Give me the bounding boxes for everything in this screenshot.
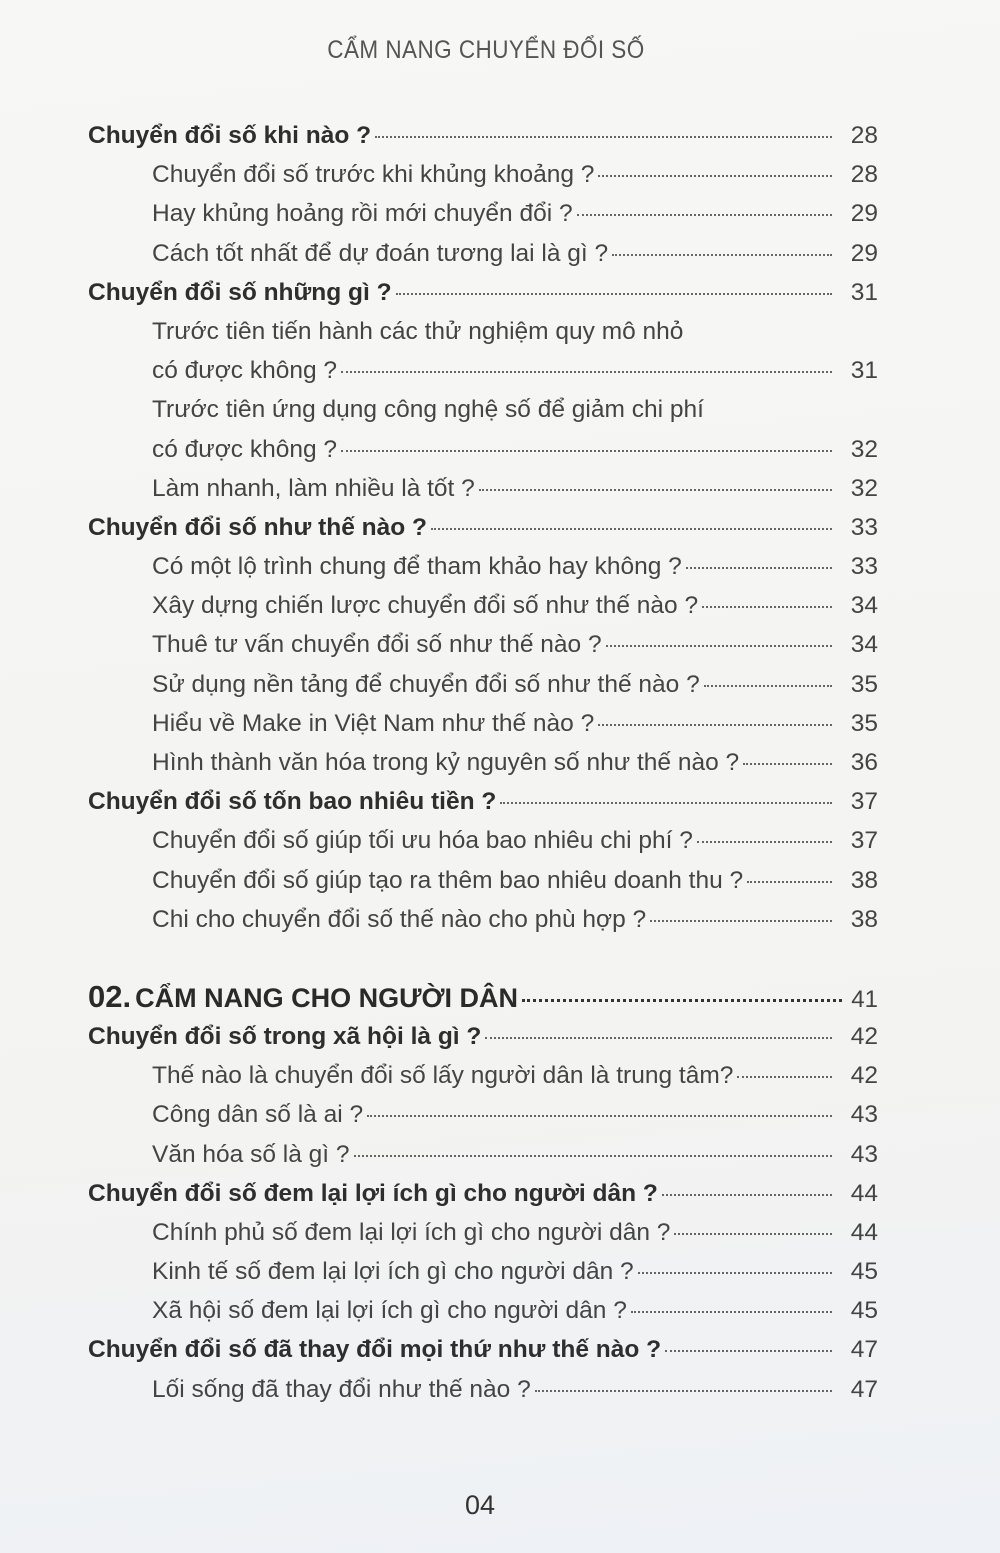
entry-title: Hiểu về Make in Việt Nam như thế nào ? <box>152 709 595 737</box>
entry-title: Hay khủng hoảng rồi mới chuyển đổi ? <box>152 200 573 228</box>
toc-entry <box>88 1062 878 1101</box>
dot-leader <box>697 841 832 843</box>
entry-page-number: 36 <box>850 749 878 776</box>
toc-entry <box>88 671 878 710</box>
entry-page-number: 44 <box>850 1179 878 1207</box>
entry-title: Chi cho chuyển đổi số thế nào cho phù hợp ? <box>152 905 647 933</box>
dot-leader <box>375 136 832 138</box>
entry-page-number: 32 <box>850 474 878 502</box>
entry-title: Cách tốt nhất để dự đoán tương lai là gì ? <box>152 239 609 267</box>
entry-title: Làm nhanh, làm nhiều là tốt ? <box>152 474 475 502</box>
entry-page-number: 31 <box>850 357 878 385</box>
entry-title: Hình thành văn hóa trong kỷ nguyên số như thế nào ? <box>152 749 740 776</box>
dot-leader <box>612 254 832 256</box>
entry-title: Kinh tế số đem lại lợi ích gì cho người dân ? <box>152 1258 634 1286</box>
entry-title: Sử dụng nền tảng để chuyển đổi số như thế nào ? <box>152 670 700 698</box>
dot-leader <box>598 724 832 726</box>
toc-heading <box>88 788 878 827</box>
dot-leader <box>665 1350 832 1352</box>
entry-page-number: 28 <box>850 122 878 149</box>
entry-page-number: 45 <box>850 1297 878 1325</box>
toc-entry <box>88 318 878 357</box>
entry-title: Có một lộ trình chung để tham khảo hay không ? <box>152 553 682 581</box>
entry-page-number: 31 <box>850 278 878 306</box>
dot-leader <box>674 1233 832 1235</box>
toc-entry <box>88 396 878 435</box>
entry-title: Chuyển đổi số giúp tối ưu hóa bao nhiêu chi phí ? <box>152 827 693 855</box>
dot-leader <box>638 1272 832 1274</box>
toc-entry <box>88 1101 878 1140</box>
toc-heading <box>88 279 878 318</box>
toc-entry <box>88 1376 878 1415</box>
entry-title: CẨM NANG CHO NGƯỜI DÂN <box>135 982 519 1013</box>
entry-title: Trước tiên ứng dụng công nghệ số để giảm chi phí <box>152 396 704 424</box>
entry-title: Lối sống đã thay đổi như thế nào ? <box>152 1375 531 1403</box>
entry-page-number: 47 <box>850 1336 878 1364</box>
dot-leader <box>606 645 832 647</box>
toc-entry <box>88 357 878 396</box>
entry-title: Chuyển đổi số như thế nào ? <box>88 513 427 541</box>
toc-entry <box>88 867 878 906</box>
dot-leader <box>341 450 832 452</box>
running-head: CẨM NANG CHUYỂN ĐỔI SỐ <box>327 36 645 64</box>
dot-leader <box>631 1311 832 1313</box>
toc-entry <box>88 1219 878 1258</box>
entry-title: Thế nào là chuyển đổi số lấy người dân là trung tâm? <box>152 1062 734 1090</box>
entry-page-number: 45 <box>850 1258 878 1286</box>
dot-leader <box>535 1390 832 1392</box>
toc-entry <box>88 436 878 475</box>
dot-leader <box>702 606 832 608</box>
entry-title: có được không ? <box>152 435 338 463</box>
dot-leader <box>737 1076 832 1078</box>
dot-leader <box>500 802 832 804</box>
entry-page-number: 42 <box>850 1022 878 1050</box>
dot-leader <box>743 763 832 765</box>
dot-leader <box>341 371 832 373</box>
dot-leader <box>598 175 832 177</box>
entry-page-number: 34 <box>850 631 878 659</box>
entry-page-number: 37 <box>850 788 878 816</box>
dot-leader <box>522 999 842 1002</box>
dot-leader <box>662 1194 832 1196</box>
entry-page-number: 35 <box>850 709 878 737</box>
toc-entry <box>88 827 878 866</box>
entry-page-number: 32 <box>850 435 878 463</box>
toc-heading <box>88 1336 878 1375</box>
toc-section <box>88 979 878 1023</box>
toc-entry <box>88 1141 878 1180</box>
entry-page-number: 28 <box>850 161 878 189</box>
toc-heading <box>88 122 878 161</box>
dot-leader <box>396 293 832 295</box>
toc-heading <box>88 514 878 553</box>
toc-entry <box>88 475 878 514</box>
entry-page-number: 38 <box>850 905 878 933</box>
dot-leader <box>704 685 832 687</box>
entry-title: Chính phủ số đem lại lợi ích gì cho người dân ? <box>152 1218 671 1246</box>
dot-leader <box>747 881 832 883</box>
dot-leader <box>479 489 832 491</box>
toc-entry <box>88 553 878 592</box>
toc-entry <box>88 240 878 279</box>
toc-entry <box>88 592 878 631</box>
dot-leader <box>686 567 832 569</box>
toc-entry <box>88 200 878 239</box>
toc-entry <box>88 710 878 749</box>
entry-title: Chuyển đổi số trước khi khủng khoảng ? <box>152 161 595 189</box>
entry-page-number: 43 <box>850 1101 878 1129</box>
entry-title: Công dân số là ai ? <box>152 1101 364 1129</box>
entry-page-number: 43 <box>850 1140 878 1168</box>
entry-title: Thuê tư vấn chuyển đổi số như thế nào ? <box>152 631 602 659</box>
entry-title: Trước tiên tiến hành các thử nghiệm quy mô nhỏ <box>152 317 684 345</box>
dot-leader <box>367 1115 832 1117</box>
table-of-contents <box>88 122 878 1415</box>
entry-title: Chuyển đổi số đem lại lợi ích gì cho người dân ? <box>88 1179 658 1207</box>
dot-leader <box>650 920 832 922</box>
toc-entry <box>88 1258 878 1297</box>
entry-title: Chuyển đổi số giúp tạo ra thêm bao nhiêu doanh thu ? <box>152 866 744 894</box>
entry-title: Xã hội số đem lại lợi ích gì cho người dân ? <box>152 1297 627 1325</box>
entry-page-number: 29 <box>850 200 878 228</box>
entry-page-number: 38 <box>850 866 878 894</box>
entry-title: Văn hóa số là gì ? <box>152 1140 350 1168</box>
dot-leader <box>485 1037 832 1039</box>
toc-entry <box>88 1297 878 1336</box>
entry-title: có được không ? <box>152 357 338 385</box>
entry-page-number: 34 <box>850 592 878 620</box>
section-number: 02. <box>88 978 132 1014</box>
entry-title: Chuyển đổi số đã thay đổi mọi thứ như thế nào ? <box>88 1336 662 1364</box>
entry-page-number: 42 <box>850 1062 878 1090</box>
toc-heading <box>88 1180 878 1219</box>
entry-title: Chuyển đổi số trong xã hội là gì ? <box>88 1022 482 1050</box>
dot-leader <box>354 1155 832 1157</box>
entry-page-number: 35 <box>850 670 878 698</box>
entry-title: Xây dựng chiến lược chuyển đổi số như thế nào ? <box>152 592 699 620</box>
entry-page-number: 44 <box>850 1218 878 1246</box>
entry-page-number: 33 <box>850 553 878 581</box>
entry-title: Chuyển đổi số tốn bao nhiêu tiền ? <box>88 788 497 816</box>
entry-page-number: 47 <box>850 1375 878 1403</box>
toc-heading <box>88 1023 878 1062</box>
toc-entry <box>88 161 878 200</box>
entry-title: Chuyển đổi số những gì ? <box>88 278 392 306</box>
entry-page-number: 33 <box>850 513 878 541</box>
dot-leader <box>431 528 832 530</box>
toc-entry <box>88 749 878 788</box>
entry-page-number: 37 <box>850 827 878 855</box>
entry-page-number: 41 <box>851 985 878 1013</box>
dot-leader <box>577 214 832 216</box>
toc-entry <box>88 631 878 670</box>
entry-page-number: 29 <box>850 239 878 267</box>
toc-entry <box>88 906 878 945</box>
page-number: 04 <box>464 1490 496 1520</box>
entry-title: Chuyển đổi số khi nào ? <box>88 122 372 149</box>
